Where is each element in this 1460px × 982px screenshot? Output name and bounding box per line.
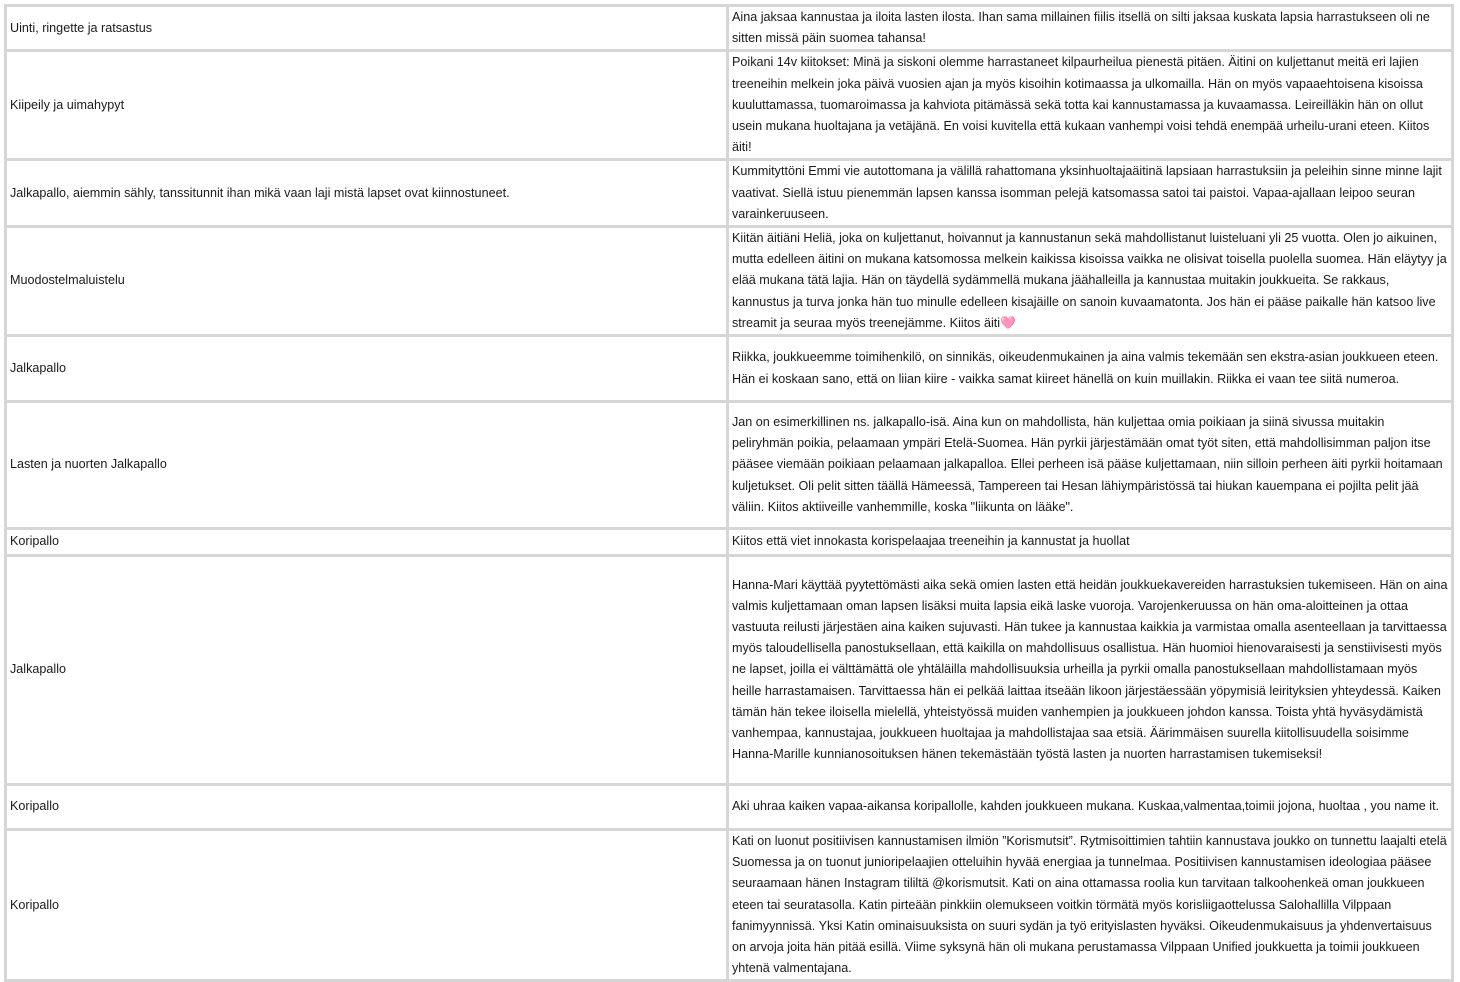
testimonial-cell[interactable]: Kati on luonut positiivisen kannustamisen ilmiön ”Korismutsit”. Rytmisoittimien tahtiin kannustava joukko on tunnettu laajalti etelä Suomessa ja on tuonut junioripelaajien otteluihin hyvää energiaa ja tunnelmaa. Positiivisen kannustamisen ideologiaa pääsee seuraamaan hänen Instagram tililtä @korismutsit. Kati on aina ottamassa roolia kun tarvitaan talkoohenkeä oman joukkueen eteen tai seuratasolla. Katin pirteään pinkkiin olemukseen voitkin törmätä myös korisliigaottelussa Salohallilla Vilppaan fanimyynnissä. Yksi Katin ominaisuuksista on suuri sydän ja työ erityislasten hyväksi. Oikeudenmukaisuus ja yhdenvertaisuus on arvoja joita hän pitää esillä. Viime syksynä hän oli mukana perustamassa Vilppaan Unified joukkuetta ja toimii joukkueen yhtenä valmentajana. [729, 831, 1451, 979]
testimonial-cell[interactable]: Kiitän äitiäni Heliä, joka on kuljettanut, hoivannut ja kannustanun sekä mahdollistanut luisteluani yli 25 vuotta. Olen jo aikuinen, mutta edelleen äitini on mukana katsomossa melkein kaikissa kisoissa vaikka ne olisivat toisella puolella suomea. Hän eläytyy ja elää mukana tätä lajia. Hän on täydellä sydämmellä mukana jäähalleilla ja kannustaa muitakin joukkueita. Se rakkaus, kannustus ja turva jonka hän tuo minulle edelleen kisajäille on sanoin kuvaamatonta. Jos hän ei pääse paikalle hän katsoo live streamit ja seuraa myös treenejämme. Kiitos äiti🩷 [729, 228, 1451, 334]
sport-cell[interactable]: Jalkapallo [7, 337, 726, 400]
table-row [7, 161, 1451, 225]
sport-cell[interactable]: Koripallo [7, 530, 726, 554]
table-row [7, 7, 1451, 49]
table-row [7, 228, 1451, 334]
testimonial-cell[interactable]: Kiitos että viet innokasta korispelaajaa treeneihin ja kannustat ja huollat [729, 530, 1451, 554]
table-row [7, 52, 1451, 158]
testimonial-cell[interactable]: Riikka, joukkueemme toimihenkilö, on sinnikäs, oikeudenmukainen ja aina valmis tekemään sen ekstra-asian joukkueen eteen. Hän ei koskaan sano, että on liian kiire - vaikka samat kiireet hänellä on kuin muillakin. Riikka ei vaan tee siitä numeroa. [729, 337, 1451, 400]
sport-cell[interactable]: Muodostelmaluistelu [7, 228, 726, 334]
table-row [7, 337, 1451, 400]
table-row [7, 530, 1451, 554]
table-row [7, 786, 1451, 828]
testimonial-cell[interactable]: Aina jaksaa kannustaa ja iloita lasten ilosta. Ihan sama millainen fiilis itsellä on silti jaksaa kuskata lapsia harrastukseen oli ne sitten missä päin suomea tahansa! [729, 7, 1451, 49]
sport-cell[interactable]: Jalkapallo [7, 557, 726, 783]
sport-cell[interactable]: Uinti, ringette ja ratsastus [7, 7, 726, 49]
sport-cell[interactable]: Lasten ja nuorten Jalkapallo [7, 403, 726, 527]
testimonial-cell[interactable]: Poikani 14v kiitokset: Minä ja siskoni olemme harrastaneet kilpaurheilua pienestä pitäen. Äitini on kuljettanut meitä eri lajien treeneihin melkein joka päivä vuosien ajan ja myös kisoihin kotimaassa ja ulkomailla. Hän on myös vapaaehtoisena kisoissa kuuluttamassa, tuomaroimassa ja kahviota pitämässä sekä totta kai kannustamassa ja kuvaamassa. Leireilläkin hän on ollut usein mukana huoltajana ja vetäjänä. En voisi kuvitella että kukaan vanhempi voisi tehdä enempää urheilu-urani eteen. Kiitos äiti! [729, 52, 1451, 158]
sport-cell[interactable]: Jalkapallo, aiemmin sähly, tanssitunnit ihan mikä vaan laji mistä lapset ovat kiinnostuneet. [7, 161, 726, 225]
sport-cell[interactable]: Kiipeily ja uimahypyt [7, 52, 726, 158]
testimonial-cell[interactable]: Jan on esimerkillinen ns. jalkapallo-isä. Aina kun on mahdollista, hän kuljettaa omia poikiaan ja siinä sivussa muitakin peliryhmän poikia, pelaamaan ympäri Etelä-Suomea. Hän pyrkii järjestämään omat työt siten, että mahdollisimman paljon itse pääsee viemään poikiaan pelaamaan jalkapalloa. Ellei perheen isä pääse kuljettamaan, niin silloin perheen äiti pyrkii hoitamaan kuljetukset. Oli pelit sitten täällä Hämeessä, Tampereen tai Hesan lähiympäristössä tai hiukan kauempana ei pojilta pelit jää väliin. Kiitos aktiiveille vanhemmille, koska "liikunta on lääke". [729, 403, 1451, 527]
testimonial-cell[interactable]: Hanna-Mari käyttää pyytettömästi aika sekä omien lasten että heidän joukkuekavereiden harrastuksien tukemiseen. Hän on aina valmis kuljettamaan oman lapsen lisäksi muita lapsia eikä laske vuoroja. Varojenkeruussa on hän oma-aloitteinen ja ottaa vastuuta reilusti järjestäen aina kaiken sujuvasti. Hän tukee ja kannustaa kaikkia ja varmistaa omalla asenteellaan ja tarvittaessa myös taloudellisella panostuksellaan, että kaikilla on mahdollisuus osallistua. Hän huomioi hienovaraisesti ja senstiivisesti myös ne lapset, joilla ei välttämättä ole yhtäläilla mahdollisuuksia urheilla ja pyrkii omalla panostuksellaan mahdollistamaan myös heille harrastamaisen. Tarvittaessa hän ei pelkää laittaa itseään likoon järjestäessään yöpymisiä leirityksien yhteydessä. Kaiken tämän hän tekee iloisella mielellä, yhteistyössä muiden vanhempien ja joukkueen johdon kanssa. Toista yhtä hyväsydämistä vanhempaa, kannustajaa, joukkueen huoltajaa ja mahdollistajaa saa etsiä. Äärimmäisen suurella kiitollisuudella soisimme Hanna-Marille kunnianosoituksen hänen tekemästään työstä lasten ja nuorten harrastamisen tukemiseksi! [729, 557, 1451, 783]
table-row [7, 831, 1451, 979]
responses-table [4, 4, 1454, 982]
sport-cell[interactable]: Koripallo [7, 786, 726, 828]
table-row [7, 557, 1451, 783]
table-row [7, 403, 1451, 527]
testimonial-cell[interactable]: Kummityttöni Emmi vie autottomana ja välillä rahattomana yksinhuoltajaäitinä lapsiaan harrastuksiin ja peleihin sinne minne lajit vaativat. Siellä istuu pienemmän lapsen kanssa isomman pelejä katsomassa satoi tai paistoi. Vapaa-ajallaan leipoo seuran varainkeruuseen. [729, 161, 1451, 225]
testimonial-cell[interactable]: Aki uhraa kaiken vapaa-aikansa koripallolle, kahden joukkueen mukana. Kuskaa,valmentaa,toimii jojona, huoltaa , you name it. [729, 786, 1451, 828]
sport-cell[interactable]: Koripallo [7, 831, 726, 979]
